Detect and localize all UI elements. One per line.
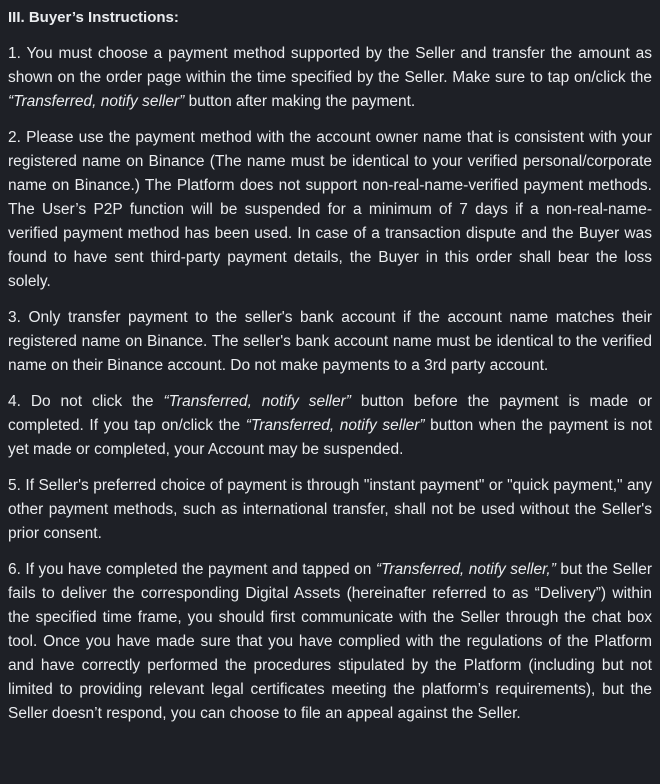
instruction-paragraph-4 xyxy=(8,390,652,462)
paragraph-6-text-b: but the Seller fails to deliver the corresponding Digital Assets (hereinafter referred to as “Delivery”) within the specified time frame, you should first communicate with the Seller through the chat box tool. Once you have made sure that you have complied with the regulations of the Platform and have correctly performed the procedures stipulated by the Platform (including but not limited to providing relevant legal certificates meeting the platform’s requirements), but the Seller doesn’t respond, you can choose to file an appeal against the Seller. xyxy=(8,561,652,722)
instruction-paragraph-3: 3. Only transfer payment to the seller's bank account if the account name matches their registered name on Binance. The seller's bank account name must be identical to the verified name on their Binance account. Do not make payments to a 3rd party account. xyxy=(8,309,652,374)
instruction-paragraph-5: 5. If Seller's preferred choice of payment is through "instant payment" or "quick payment," any other payment methods, such as international transfer, shall not be used without the Seller's prior consent. xyxy=(8,477,652,542)
instruction-paragraph-2: 2. Please use the payment method with the account owner name that is consistent with your registered name on Binance (The name must be identical to your verified personal/corporate name on Binance.) The Platform does not support non-real-name-verified payment methods. The User’s P2P function will be suspended for a minimum of 7 days if a non-real-name-verified payment method has been used. In case of a transaction dispute and the Buyer was found to have sent third-party payment details, the Buyer in this order shall bear the loss solely. xyxy=(8,129,652,290)
buyer-instructions-section xyxy=(0,4,660,726)
paragraph-1-emphasis: “Transferred, notify seller” xyxy=(8,93,185,110)
section-heading: III. Buyer’s Instructions: xyxy=(8,9,179,26)
paragraph-4-emphasis-2: “Transferred, notify seller” xyxy=(245,417,425,434)
paragraph-4-text-a: 4. Do not click the xyxy=(8,393,164,410)
instruction-paragraph-1 xyxy=(8,42,652,114)
paragraph-6-emphasis: “Transferred, notify seller,” xyxy=(375,561,556,578)
paragraph-4-text-b: button before the payment is made or completed. If you tap on/click the xyxy=(8,393,652,434)
paragraph-1-text-b: button after making the payment. xyxy=(184,93,416,110)
paragraph-6-text-a: 6. If you have completed the payment and tapped on xyxy=(8,561,376,578)
instruction-paragraph-6 xyxy=(8,558,652,726)
paragraph-4-text-c: button when the payment is not yet made or completed, your Account may be suspended. xyxy=(8,417,652,458)
paragraph-1-text-a: 1. You must choose a payment method supported by the Seller and transfer the amount as shown on the order page within the time specified by the Seller. Make sure to tap on/click the xyxy=(8,45,652,86)
paragraph-4-emphasis-1: “Transferred, notify seller” xyxy=(163,393,351,410)
